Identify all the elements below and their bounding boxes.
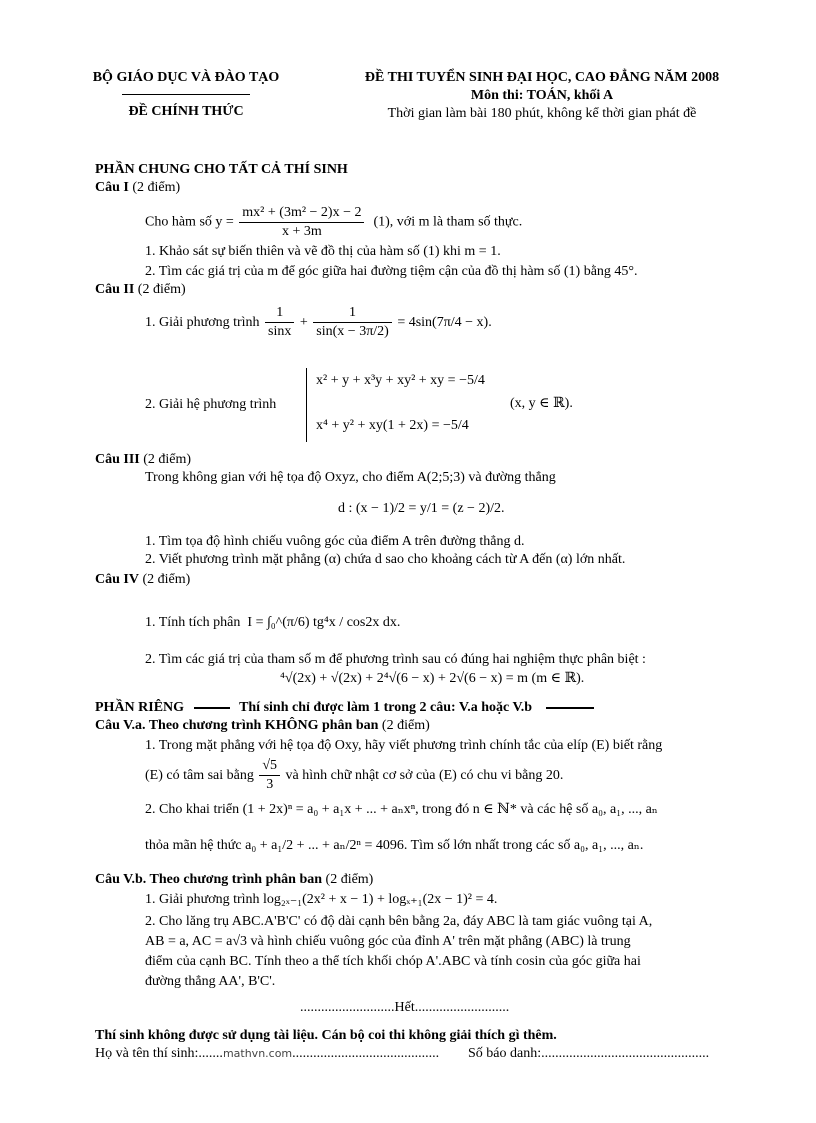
- q2-p1-frac1-num: 1: [265, 304, 294, 323]
- candidate-name-label: Họ và tên thí sinh:.......: [95, 1046, 223, 1061]
- vb-points: (2 điểm): [325, 872, 374, 887]
- q4-part2-equation: ⁴√(2x) + √(2x) + 2⁴√(6 − x) + 2√(6 − x) = m (m ∈ ℝ).: [280, 671, 585, 686]
- q3-part2: 2. Viết phương trình mặt phẳng (α) chứa d sao cho khoảng cách từ A đến (α) lớn nhất.: [145, 552, 626, 567]
- vb-part2-line3: điểm của cạnh BC. Tính theo a thể tích khối chóp A'.ABC và tính cosin của góc giữa hai: [145, 954, 641, 969]
- exam-time: Thời gian làm bài 180 phút, không kể thời gian phát đề: [387, 106, 697, 121]
- q1-func-den: x + 3m: [281, 224, 322, 239]
- q1-func-num: mx² + (3m² − 2)x − 2: [239, 204, 364, 223]
- candidate-name-line: [95, 1044, 439, 1064]
- q1-heading: [95, 178, 180, 198]
- q1-func-fraction: [239, 204, 364, 241]
- q3-points: (2 điểm): [143, 452, 192, 467]
- va-eccentricity-den: 3: [266, 777, 274, 793]
- vb-part2-line2: AB = a, AC = a√3 và hình chiếu vuông góc của đỉnh A' trên mặt phẳng (ABC) là trung: [145, 934, 631, 949]
- q1-part1: 1. Khảo sát sự biến thiên và vẽ đồ thị của hàm số (1) khi m = 1.: [145, 244, 501, 259]
- q4-p1-integral: I = ∫₀^(π/6) tg⁴x / cos2x dx.: [247, 615, 401, 630]
- ministry-name: BỘ GIÁO DỤC VÀ ĐÀO TẠO: [92, 70, 280, 85]
- candidate-name-dots: ..........................................: [292, 1046, 440, 1061]
- system-brace: [306, 368, 314, 442]
- q2-p1-frac2-den: sin(x − 3π/2): [316, 324, 389, 340]
- q1-func-tail: (1), với m là tham số thực.: [373, 214, 523, 230]
- va-eccentricity: [259, 757, 280, 794]
- private-heading: [95, 698, 594, 718]
- exam-subject: Môn thi: TOÁN, khối A: [470, 88, 614, 103]
- private-note: Thí sinh chỉ được làm 1 trong 2 câu: V.a hoặc V.b: [239, 700, 533, 715]
- q1-label: Câu I: [95, 180, 129, 195]
- q1-part2: 2. Tìm các giá trị của m để góc giữa hai đường tiệm cận của đồ thị hàm số (1) bằng 45°.: [145, 264, 638, 279]
- va-part1-line1: 1. Trong mặt phẳng với hệ tọa độ Oxy, hãy viết phương trình chính tắc của elíp (E) biết rằng: [145, 738, 663, 753]
- private-title: PHẦN RIÊNG: [95, 700, 185, 715]
- watermark-mathvn: mathvn.com: [222, 1047, 293, 1060]
- q2-p1-frac1-den: sinx: [268, 324, 292, 340]
- private-title-dash: [194, 707, 230, 709]
- q4-heading: [95, 570, 190, 590]
- q3-part1: 1. Tìm tọa độ hình chiếu vuông góc của điểm A trên đường thẳng d.: [145, 534, 525, 549]
- q1-func-lhs: y =: [215, 214, 234, 230]
- q3-heading: [95, 450, 191, 470]
- vb-label: Câu V.b. Theo chương trình phân ban: [95, 872, 323, 887]
- q3-line-d: d : (x − 1)/2 = y/1 = (z − 2)/2.: [338, 501, 505, 516]
- q1-intro: Cho hàm số: [145, 214, 212, 230]
- q4-part2: 2. Tìm các giá trị của tham số m để phương trình sau có đúng hai nghiệm thực phân biệt :: [145, 652, 646, 667]
- q4-part1: [145, 613, 400, 633]
- private-note-dash: [546, 707, 594, 709]
- va-heading: [95, 716, 430, 736]
- q2-p1-intro: 1. Giải phương trình: [145, 315, 260, 330]
- va-points: (2 điểm): [381, 718, 430, 733]
- exam-title: ĐỀ THI TUYỂN SINH ĐẠI HỌC, CAO ĐẲNG NĂM 2008: [364, 70, 720, 85]
- footer-note: Thí sinh không được sử dụng tài liệu. Cán bộ coi thi không giải thích gì thêm.: [95, 1028, 557, 1043]
- vb-heading: [95, 870, 373, 890]
- vb-part2-line4: đường thẳng AA', B'C'.: [145, 974, 276, 989]
- q2-part2-intro: 2. Giải hệ phương trình: [145, 397, 277, 412]
- va-label: Câu V.a. Theo chương trình KHÔNG phân ban: [95, 718, 379, 733]
- q2-p1-rhs: = 4sin(7π/4 − x).: [397, 315, 492, 330]
- q2-eq2: x⁴ + y² + xy(1 + 2x) = −5/4: [316, 418, 469, 433]
- q1-points: (2 điểm): [132, 180, 181, 195]
- q4-points: (2 điểm): [142, 572, 191, 587]
- end-marker: ...........................Hết...........................: [300, 1000, 510, 1015]
- vb-part1: 1. Giải phương trình log₂ₓ₋₁(2x² + x − 1) + logₓ₊₁(2x − 1)² = 4.: [145, 892, 498, 907]
- q1-function: [145, 204, 522, 241]
- q2-label: Câu II: [95, 282, 135, 297]
- q2-points: (2 điểm): [137, 282, 186, 297]
- q2-p1-frac2: [313, 304, 392, 341]
- vb-part2-line1: 2. Cho lăng trụ ABC.A'B'C' có độ dài cạnh bên bằng 2a, đáy ABC là tam giác vuông tại A,: [145, 914, 653, 929]
- header-divider: [122, 94, 250, 95]
- q2-p1-frac1: [265, 304, 294, 341]
- official-label: ĐỀ CHÍNH THỨC: [128, 104, 244, 119]
- q2-p1-frac2-num: 1: [313, 304, 392, 323]
- va-p1-post: và hình chữ nhật cơ sở của (E) có chu vi bằng 20.: [285, 768, 564, 783]
- q4-p1-intro: 1. Tính tích phân: [145, 615, 241, 630]
- q2-part1: 1. Giải phương trình $\frac{1}{\sin x}$ + $\frac{1}{\sin(x - 3\pi/2)}$ = 4sin(7π/4 − x).: [145, 305, 492, 340]
- q2-domain: (x, y ∈ ℝ).: [510, 396, 573, 411]
- va-part1-line2: [145, 756, 563, 796]
- va-eccentricity-num: √5: [259, 757, 280, 776]
- q2-heading: [95, 280, 186, 300]
- q3-label: Câu III: [95, 452, 140, 467]
- q3-intro: Trong không gian với hệ tọa độ Oxyz, cho điểm A(2;5;3) và đường thẳng: [145, 470, 556, 485]
- va-p1-pre: (E) có tâm sai bằng: [145, 768, 254, 783]
- q2-eq1: x² + y + x³y + xy² + xy = −5/4: [316, 373, 485, 388]
- va-part2-line1: 2. Cho khai triển (1 + 2x)ⁿ = a₀ + a₁x + ... + aₙxⁿ, trong đó n ∈ ℕ* và các hệ số a₀, a₁, ..., aₙ: [145, 802, 658, 817]
- common-part-title: PHẦN CHUNG CHO TẤT CẢ THÍ SINH: [95, 162, 348, 177]
- q4-label: Câu IV: [95, 572, 139, 587]
- candidate-id-line: Số báo danh:................................................: [468, 1046, 710, 1061]
- va-part2-line2: thỏa mãn hệ thức a₀ + a₁/2 + ... + aₙ/2ⁿ = 4096. Tìm số lớn nhất trong các số a₀, a₁, ..., aₙ.: [145, 838, 644, 853]
